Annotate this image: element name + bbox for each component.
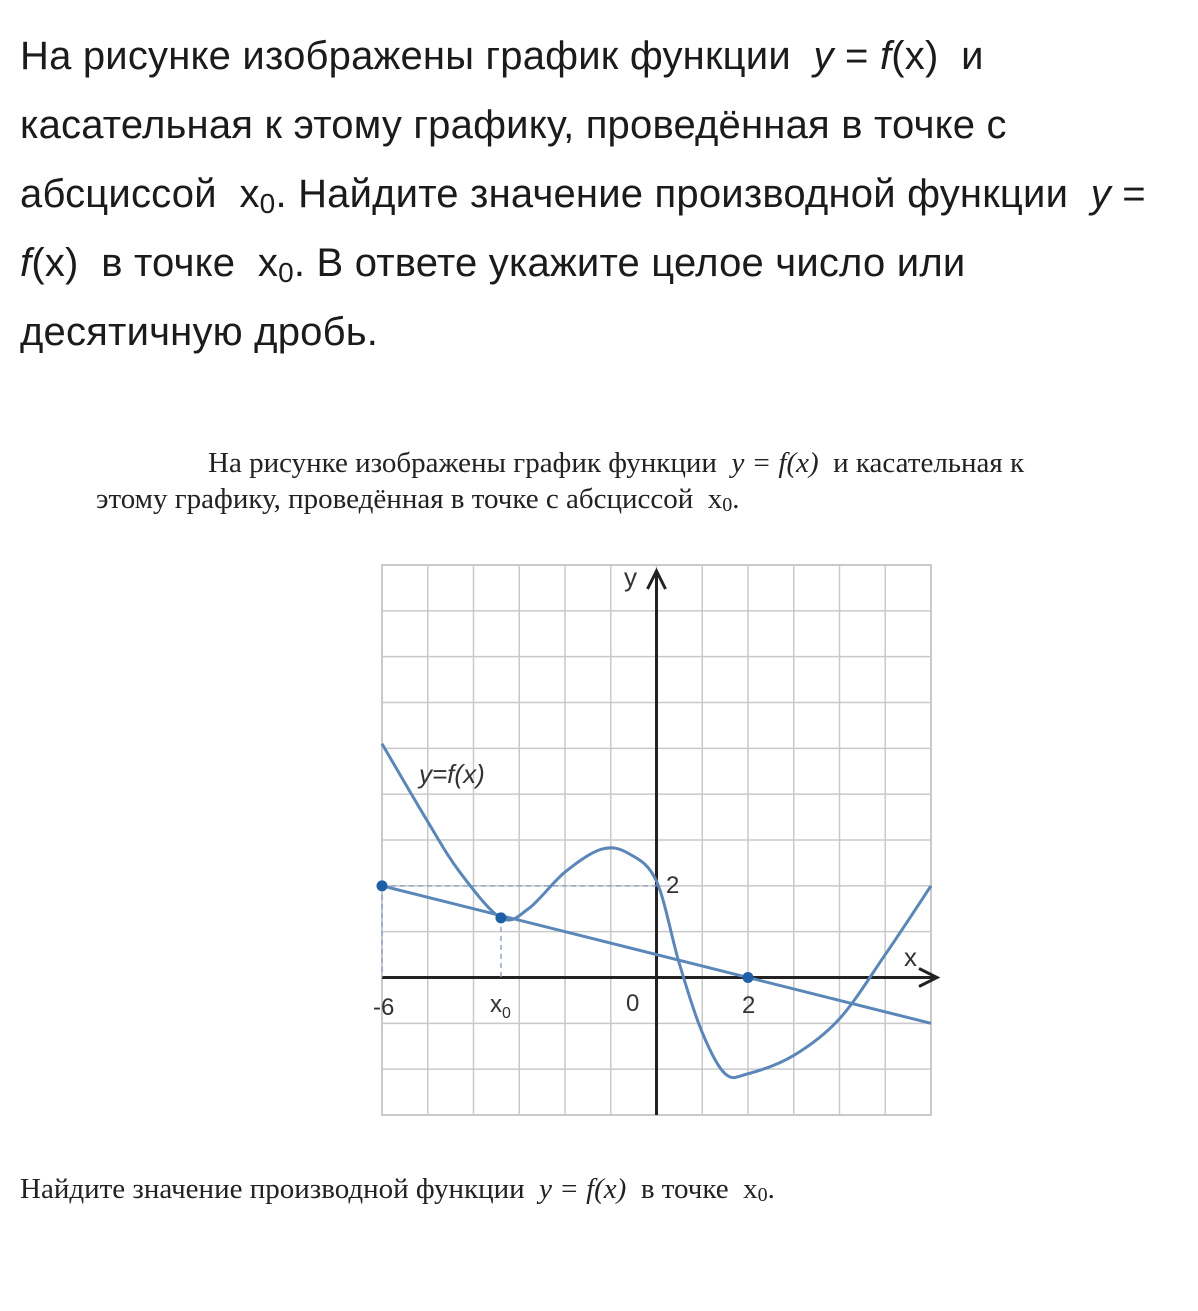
scan-question-x0-sub: 0 [757,1184,768,1206]
x-axis-label: x [904,942,917,972]
curve-label: y=f(x) [419,759,485,789]
task-formula-f-2: f [20,241,32,285]
scan-intro-a: На рисунке изображены график функции [208,447,717,479]
task-formula-arg: (x) [891,34,939,78]
scan-question-x0: x [743,1173,758,1205]
y-axis-label: y [624,562,637,592]
task-formula-f: f [879,34,892,78]
scan-question-formula: y = f(x) [539,1173,627,1205]
scan-intro-x0-sub: 0 [722,494,733,516]
scan-intro-c: этому графику, проведённая в точке с абсциссой [96,483,694,515]
task-x0-sub: 0 [259,188,276,219]
scan-question-a: Найдите значение производной функции [20,1173,525,1205]
tick-label-x0-sub: 0 [502,1005,511,1022]
scan-intro-formula: y = f(x) [731,447,819,479]
scan-question-period: . [767,1173,775,1205]
tick-label-x0-main: x [490,991,502,1018]
task-x0: x [239,172,260,216]
point-guide-start [377,880,388,891]
tick-label-x-2: 2 [742,992,756,1019]
task-formula-eq: = [845,34,869,78]
task-sentence-2: . Найдите значение производной функции [275,172,1069,216]
tick-label-y-2: 2 [666,872,680,899]
task-and: и касательная к этому графику, проведённая в точке с абсциссой [20,34,1007,216]
tick-label-x0 [490,991,511,1022]
scan-intro-b: и касательная к [833,447,1025,479]
tick-label-origin: 0 [626,990,640,1017]
scan-intro-period: . [732,483,740,515]
axes [382,571,937,1115]
task-formula-y: y [813,34,834,78]
task-formula-y-2: y [1090,172,1111,216]
task-intro: На рисунке изображены график функции [20,34,791,78]
task-formula-arg-2: (x) [31,241,79,285]
tick-label-minus-6: -6 [373,994,395,1021]
scan-question [20,1171,775,1207]
task-sentence-3: . В ответе укажите целое число или десятичную дробь. [20,241,966,354]
scan-question-b: в точке [640,1173,729,1205]
task-formula-eq-2: = [1122,172,1146,216]
scan-intro-x0: x [707,483,723,515]
task-at-point: в точке [101,241,236,285]
task-x0-sub-2: 0 [278,257,294,288]
task-x0-2: x [257,241,279,285]
point-tangency [495,912,506,923]
point-x-intercept [743,972,754,983]
